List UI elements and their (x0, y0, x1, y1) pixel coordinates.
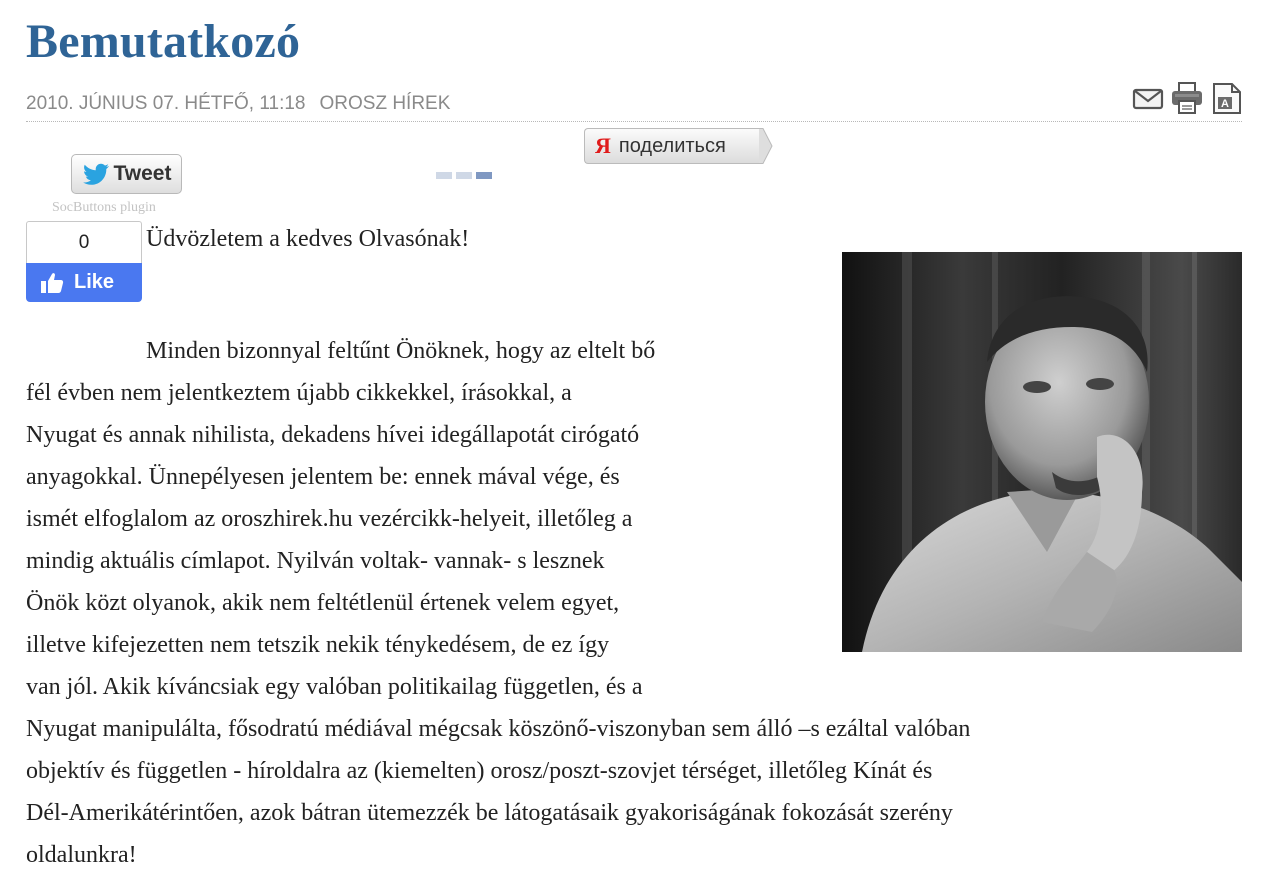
share-arrow-icon (759, 128, 773, 164)
envelope-icon[interactable] (1132, 82, 1164, 114)
like-count: 0 (26, 221, 142, 263)
loading-dot (436, 172, 452, 179)
article-date: 2010. JÚNIUS 07. HÉTFŐ, 11:18 (26, 93, 306, 114)
pdf-icon[interactable] (1210, 82, 1242, 114)
share-label: поделиться (618, 134, 726, 157)
tweet-label: Tweet (113, 162, 172, 185)
body-line: van jól. Akik kíváncsiak egy valóban politikailag független, és a (26, 674, 643, 700)
greeting: Üdvözletem a kedves Olvasónak! (146, 226, 470, 252)
body-line: oldalunkra! (26, 842, 137, 868)
body-line: Önök közt olyanok, akik nem feltétlenül értenek velem egyet, (26, 590, 620, 616)
body-line: Dél-Amerikátérintően, azok bátran ütemezzék be látogatásaik gyakoriságának fokozását szerény (26, 800, 953, 826)
body-line: objektív és független - híroldalra az (kiemelten) orosz/poszt-szovjet térséget, illetőleg Kínát és (26, 758, 933, 784)
article-category[interactable]: OROSZ HÍREK (319, 93, 451, 114)
body-line: fél évben nem jelentkeztem újabb cikkekkel, írásokkal, a (26, 380, 572, 406)
facebook-like-widget (26, 221, 142, 302)
tweet-button[interactable] (71, 154, 182, 194)
loading-dot (476, 172, 492, 179)
thumbs-up-icon (40, 272, 64, 294)
plugin-note: SocButtons plugin (52, 200, 156, 215)
twitter-bird-icon (82, 163, 110, 185)
printer-icon[interactable] (1170, 82, 1202, 114)
article-tools (1132, 82, 1242, 114)
like-button[interactable] (26, 263, 142, 302)
yandex-logo-icon: Я (595, 133, 611, 158)
body-line: illetve kifejezetten nem tetszik nekik ténykedésem, de ez így (26, 632, 610, 658)
page-title: Bemutatkozó (26, 15, 301, 68)
article-meta (26, 93, 450, 115)
meta-divider (26, 121, 1242, 122)
body-line: Minden bizonnyal feltűnt Önöknek, hogy az eltelt bő (146, 338, 656, 364)
loading-dot (456, 172, 472, 179)
body-line: Nyugat manipulálta, fősodratú médiával mégcsak köszönő-viszonyban sem álló –s ezáltal valóban (26, 716, 971, 742)
loading-indicator (436, 172, 496, 179)
author-photo (842, 252, 1242, 652)
svg-text:A: A (1221, 98, 1229, 110)
body-line: ismét elfoglalom az oroszhirek.hu vezércikk-helyeit, illetőleg a (26, 506, 633, 532)
body-line: anyagokkal. Ünnepélyesen jelentem be: ennek mával vége, és (26, 464, 620, 490)
yandex-share-button[interactable] (584, 128, 772, 164)
body-line: Nyugat és annak nihilista, dekadens hívei idegállapotát cirógató (26, 422, 640, 448)
like-label: Like (74, 271, 115, 293)
body-line: mindig aktuális címlapot. Nyilván voltak- vannak- s lesznek (26, 548, 605, 574)
